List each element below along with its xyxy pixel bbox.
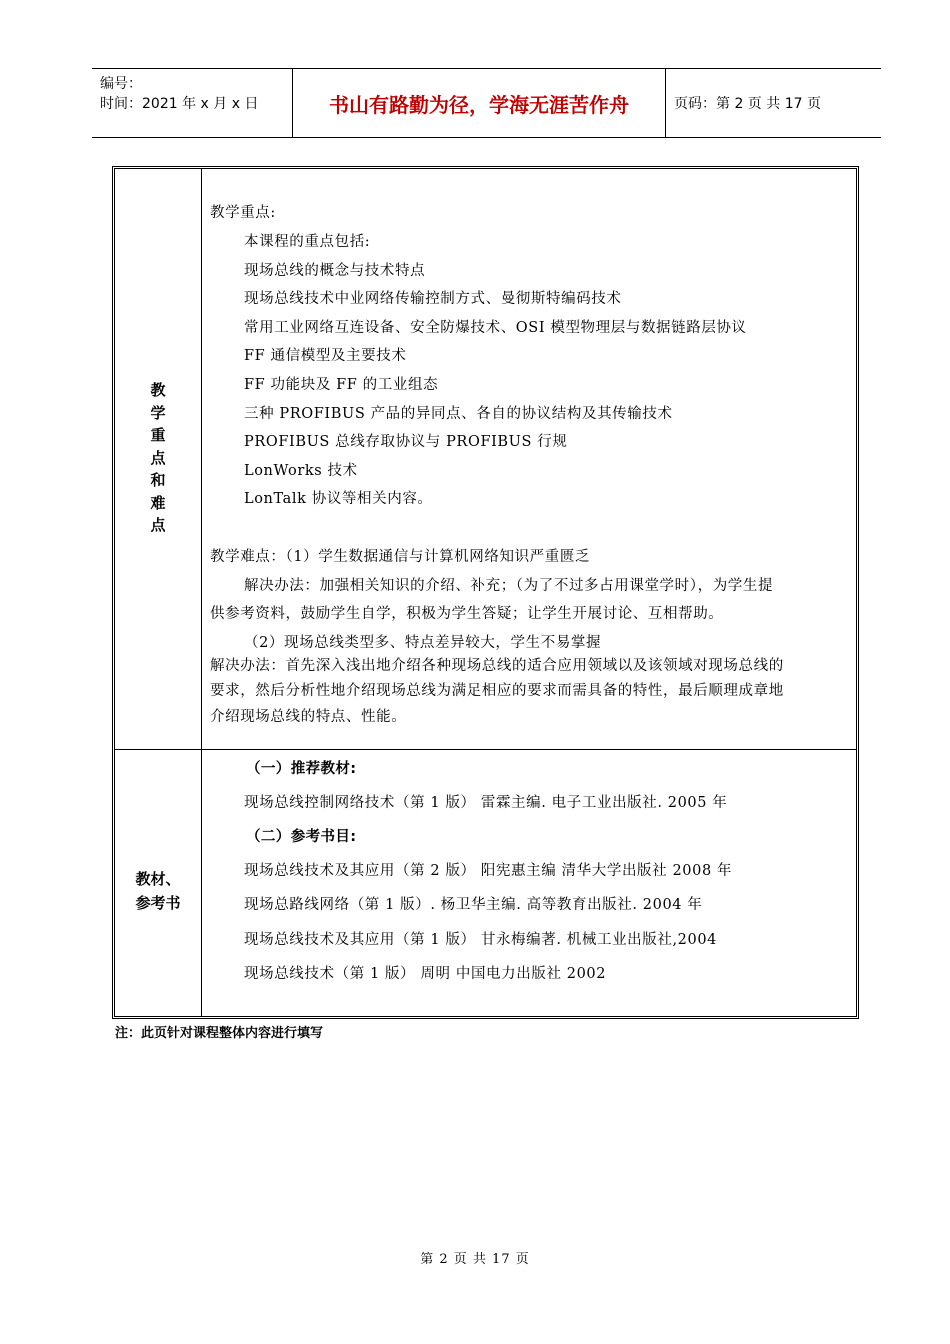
focus-item: FF 功能块及 FF 的工业组态 xyxy=(244,377,439,393)
focus-item: LonTalk 协议等相关内容。 xyxy=(244,491,433,507)
focus-item: 常用工业网络互连设备、安全防爆技术、OSI 模型物理层与数据链路层协议 xyxy=(244,320,747,336)
solution-1-line-2: 供参考资料，鼓励学生自学，积极为学生答疑；让学生开展讨论、互相帮助。 xyxy=(210,606,724,622)
focus-title: 教学重点: xyxy=(210,205,276,221)
difficulty-2: （2）现场总线类型多、特点差异较大，学生不易掌握 xyxy=(244,635,602,651)
serial-label: 编号： xyxy=(100,76,142,92)
solution-2-line-1: 解决办法：首先深入浅出地介绍各种现场总线的适合应用领域以及该领域对现场总线的 xyxy=(210,658,784,674)
footnote: 注：此页针对课程整体内容进行填写 xyxy=(115,1026,324,1041)
focus-item: 三种 PROFIBUS 产品的异同点、各自的协议结构及其传输技术 xyxy=(244,406,673,422)
reference-heading: （二）参考书目: xyxy=(246,829,357,845)
reference-item: 现场总线技术及其应用（第 2 版） 阳宪惠主编 清华大学出版社 2008 年 xyxy=(244,863,733,879)
reference-item: 现场总线技术及其应用（第 1 版） 甘永梅编著. 机械工业出版社,2004 xyxy=(244,932,717,948)
row-divider xyxy=(115,749,856,750)
reference-item: 现场总路线网络（第 1 版）. 杨卫华主编. 高等教育出版社. 2004 年 xyxy=(244,897,703,913)
focus-item: 现场总线技术中业网络传输控制方式、曼彻斯特编码技术 xyxy=(244,291,622,307)
course-table xyxy=(112,166,859,1019)
focus-item: FF 通信模型及主要技术 xyxy=(244,348,407,364)
solution-2-line-2: 要求，然后分析性地介绍现场总线为满足相应的要求而需具备的特性，最后顺理成章地 xyxy=(210,683,784,699)
focus-item: LonWorks 技术 xyxy=(244,463,358,479)
focus-item: PROFIBUS 总线存取协议与 PROFIBUS 行规 xyxy=(244,434,568,450)
textbook-item: 现场总线控制网络技术（第 1 版） 雷霖主编. 电子工业出版社. 2005 年 xyxy=(244,795,728,811)
difficulty-1: 教学难点：（1）学生数据通信与计算机网络知识严重匮乏 xyxy=(210,549,591,565)
header-motto: 书山有路勤为径，学海无涯苦作舟 xyxy=(292,69,666,137)
reference-item: 现场总线技术（第 1 版） 周明 中国电力出版社 2002 xyxy=(244,966,607,982)
page-footer: 第 2 页 共 17 页 xyxy=(420,1252,530,1267)
solution-2-line-3: 介绍现场总线的特点、性能。 xyxy=(210,709,407,725)
time-label: 时间：2021 年 x 月 x 日 xyxy=(100,96,259,112)
header-page-info: 页码：第 2 页 共 17 页 xyxy=(674,96,821,112)
focus-intro: 本课程的重点包括: xyxy=(244,234,371,250)
textbook-heading: （一）推荐教材: xyxy=(246,761,357,777)
solution-1-line-1: 解决办法：加强相关知识的介绍、补充；（为了不过多占用课堂学时），为学生提 xyxy=(244,578,774,594)
section-label-textbooks: 教材、 参考书 xyxy=(135,870,181,912)
section-label-key-points: 教 学 重 点 和 难 点 xyxy=(150,381,166,534)
header-meta xyxy=(92,69,292,137)
page-header xyxy=(92,68,881,138)
focus-item: 现场总线的概念与技术特点 xyxy=(244,263,426,279)
column-divider xyxy=(201,169,202,1016)
